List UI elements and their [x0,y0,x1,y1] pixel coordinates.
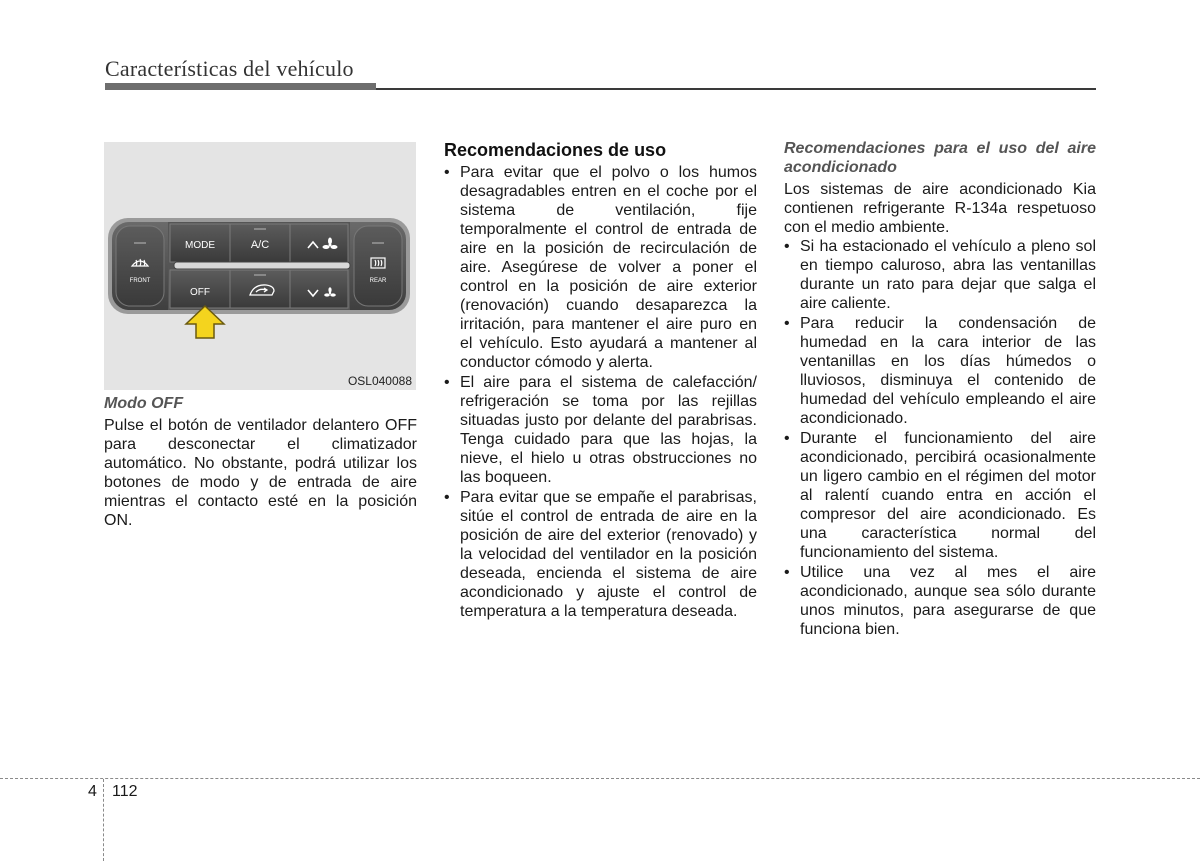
climate-control-panel-illustration [104,142,416,390]
footer-vertical-divider [103,779,104,861]
ac-label: A/C [250,239,270,251]
list-item: • El aire para el sistema de calefacción/ refrigeración se toma por las rejillas situadas justo por delante del parabrisas. Tenga cuidado para que las hojas, la nieve, el hielo u otras obstrucciones no las boqueen. [444,373,757,487]
list-item: • Para reducir la condensación de humedad en la cara interior de las ventanillas en los días húmedos o lluviosos, disminuya el contenido de humedad del vehículo empleando el aire acondicionado. [784,314,1096,428]
section-heading-modo-off: Modo OFF [104,395,184,412]
section-heading-recomendaciones: Recomendaciones de uso [444,140,667,160]
paragraph-intro: Los sistemas de aire acondicionado Kia contienen refrigerante R-134a respetuoso con el medio ambiente. [784,181,1096,236]
bullet-list-aire-acondicionado [784,237,1096,639]
list-item: • Durante el funcionamiento del aire acondicionado, percibirá ocasionalmente un ligero cambio en el régimen del motor al ralentí cuando entra en acción el compresor del aire acondicionado. Es una característica normal del funcionamiento del sistema. [784,429,1096,562]
mode-label: MODE [185,240,215,251]
list-item: • Utilice una vez al mes el aire acondicionado, aunque sea sólo durante unos minutos, para asegurarse de que funciona bien. [784,563,1096,639]
column-2 [444,139,757,622]
list-item: • Para evitar que se empañe el parabrisas, sitúe el control de entrada de aire en la posición de aire del exterior (renovado) y la velocidad del ventilador en la posición deseada, encienda el sistema de aire acondicionado y ajuste el control de temperatura a la temperatura deseada. [444,488,757,621]
panel-slot [174,262,350,269]
fan-up-button[interactable] [290,224,348,262]
off-label: OFF [190,287,210,298]
bullet-list-recomendaciones [444,163,757,621]
header-rule-accent [105,83,376,90]
list-item: • Si ha estacionado el vehículo a pleno sol en tiempo caluroso, abra las ventanillas durante un rato para dejar que salga el aire caliente. [784,237,1096,313]
climate-control-figure [104,142,416,390]
page-number: 112 [112,783,138,800]
figure-code: OSL040088 [347,374,412,388]
chapter-number: 4 [88,783,97,800]
page-title: Características del vehículo [105,56,354,81]
column-1 [104,394,417,530]
footer-divider [0,778,1200,779]
rear-label: REAR [369,278,387,284]
front-label: FRONT [129,278,151,284]
column-3 [784,139,1096,640]
list-item: • Para evitar que el polvo o los humos desagradables entren en el coche por el sistema de ventilación, fije temporalmente el control de entrada de aire en la posición de recirculación de aire. Asegúrese de volver a poner el control en la posición de aire exterior (renovación) cuando desaparezca la irritación, para mantener el aire puro en el vehículo. Esto ayudará a mantener al conductor cómodo y alerta. [444,163,757,372]
fan-down-button[interactable] [290,270,348,308]
section-heading-aire-acondicionado: Recomendaciones para el uso del aire acondicionado [784,140,1096,176]
paragraph-modo-off: Pulse el botón de ventilador delantero OFF para desconectar el climatizador automático. No obstante, podrá utilizar los botones de modo y de entrada de aire mientras el contacto esté en la posición ON. [104,417,417,529]
